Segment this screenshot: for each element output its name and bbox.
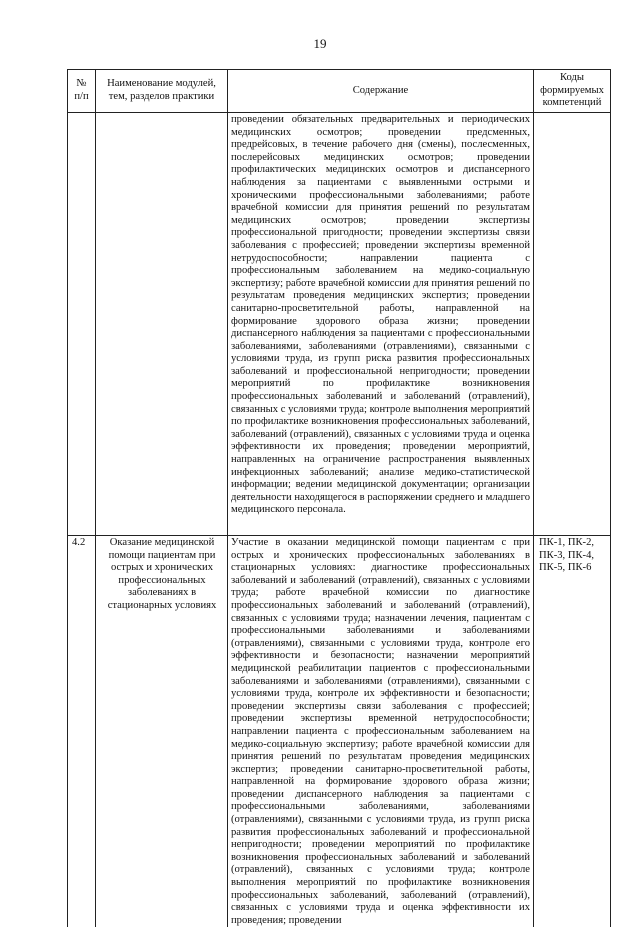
page-number: 19 (0, 36, 640, 52)
header-content: Содержание (228, 70, 534, 113)
row-content: Участие в оказании медицинской помощи пациентам с при острых и хронических профессиональных заболеваниях в стационарных условиях: диагностике профессиональных заболеваний и заболеваний (отравлений), связанных с условиями труда; работе врачебной комиссии по диагностике профессиональных заболеваний и заболеваний (отравлений), связанных с условиями труда; назначении лечения, пациентам с профессиональными заболеваниями и заболеваниями (отравлениями), связанными с условиями труда, контроле его эффективности и безопасности; назначении мероприятий медицинской реабилитации пациентов с профессиональными заболеваниями и заболеваниями (отравлениями), связанными с условиями труда, контроле их эффективности и безопасности; проведении экспертизы связи заболевания с профессией; проведении экспертизы временной нетрудоспособности; направлении пациента с профессиональным заболеванием на медико-социальную экспертизу; работе врачебной комиссии для принятия решений по результатам проведения медицинских экспертиз; проведении санитарно-просветительной работы, направленной на формирование здорового образа жизни; проведении диспансерного наблюдения за пациентами с профессиональными заболеваниями, заболеваниями (отравлениями), связанными с условиями труда, из групп риска развития профессиональных заболеваний и профессиональной непригодности; проведении мероприятий по профилактике возникновения профессиональных заболеваний и заболеваний (отравлений), связанных с условиями труда; контроле выполнения мероприятий по профилактике возникновения профессиональных заболеваний, заболеваний (отравлений), связанных с условиями труда и оценка эффективности их проведения; проведении (228, 536, 534, 927)
table-header-row (68, 70, 611, 113)
header-competency-codes: Коды формируемых компетенций (534, 70, 611, 113)
header-number: № п/п (68, 70, 96, 113)
row-module-name (96, 113, 228, 536)
practice-content-table (67, 69, 611, 927)
row-competency-codes: ПК-1, ПК-2, ПК-3, ПК-4, ПК-5, ПК-6 (534, 536, 611, 927)
table-row (68, 536, 611, 927)
row-competency-codes (534, 113, 611, 536)
table-row (68, 113, 611, 536)
header-module-name: Наименование модулей, тем, разделов практики (96, 70, 228, 113)
row-content: проведении обязательных предварительных и периодических медицинских осмотров; проведении предсменных, предрейсовых, в течение рабочего дня (смены), послесменных, послерейсовых медицинских осмотров; проведении профилактических медицинских осмотров и диспансерного наблюдения за пациентами с выявленными острыми и хроническими профессиональными заболеваниями; работе врачебной комиссии для принятия решений по результатам медицинских осмотров; проведении экспертизы профессиональной пригодности; проведении экспертизы связи заболевания с профессией; проведении экспертизы временной нетрудоспособности; направлении пациента с профессиональным заболеванием на медико-социальную экспертизу; работе врачебной комиссии для принятия решений по результатам проведения медицинских экспертиз; проведении санитарно-просветительной работы, направленной на формирование здорового образа жизни; проведении диспансерного наблюдения за пациентами с профессиональными заболеваниями, заболеваниями (отравлениями), связанными с условиями труда, из групп риска развития профессиональных заболеваний и профессиональной непригодности; проведении мероприятий по профилактике возникновения профессиональных заболеваний и заболеваний (отравлений), связанных с условиями труда; контроле выполнения мероприятий по профилактике возникновения профессиональных заболеваний, заболеваний (отравлений), связанных с условиями труда и оценка эффективности их проведения; проведении мероприятий, направленных на ограничение распространения выявленных инфекционных заболеваний; анализе медико-статистической информации; ведении медицинской документации; организации деятельности находящегося в распоряжении среднего и младшего медицинского персонала. (228, 113, 534, 536)
row-number (68, 113, 96, 536)
row-number: 4.2 (68, 536, 96, 927)
row-module-name: Оказание медицинской помощи пациентам при острых и хронических профессиональных заболеваниях в стационарных условиях (96, 536, 228, 927)
